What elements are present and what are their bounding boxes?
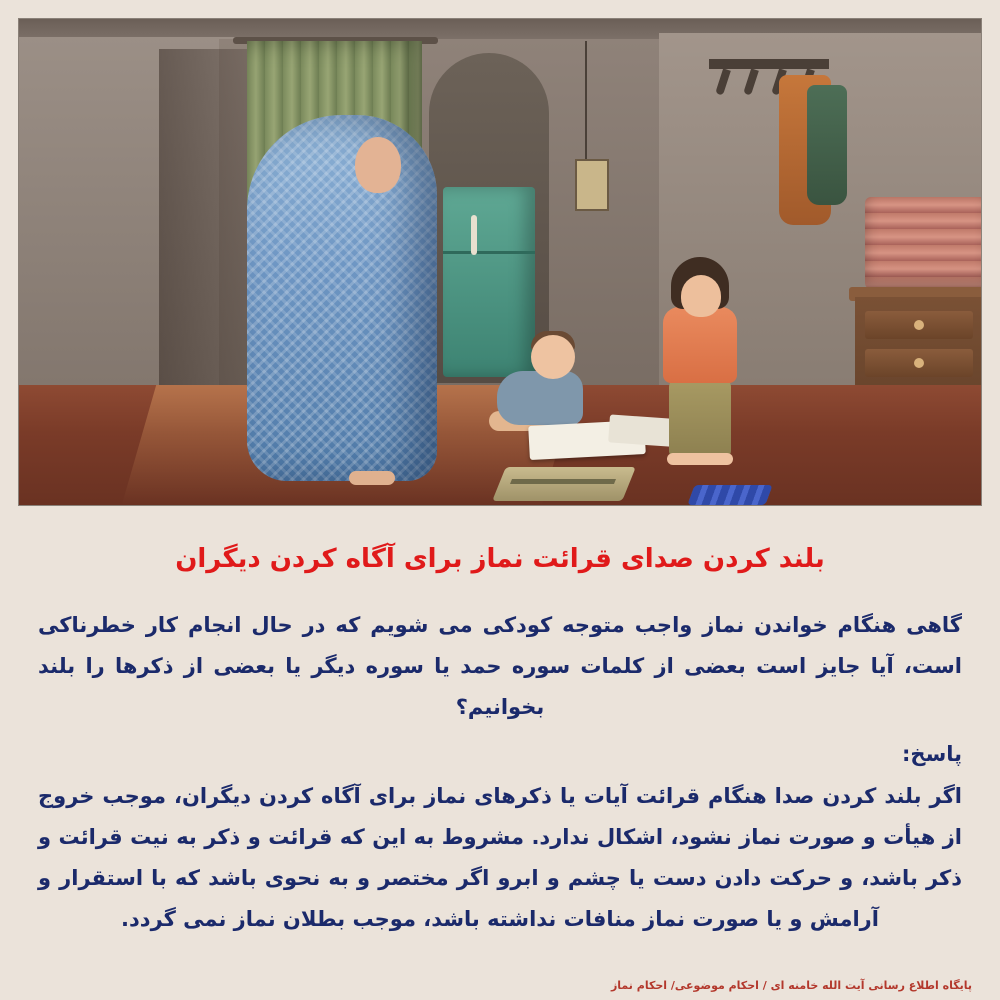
drawer-knob [914,320,924,330]
wall-picture [575,159,609,211]
praying-woman-chador [247,115,437,481]
prayer-mat-stripe [510,479,616,484]
toddler-body [497,371,583,425]
answer-text: اگر بلند کردن صدا هنگام قرائت آیات یا ذکرهای نماز برای آگاه کردن دیگران، موجب خروج از هیأت و صورت نماز نشود، اشکال ندارد. مشروط به این که قرائت و ذکر به نیت قرائت و ذکر باشد، و حرکت دادن دست یا چشم و ابرو اگر مختصر و به نحوی باشد که با استقرار و آرامش و یا صورت نماز منافات نداشته باشد، موجب بطلان نماز نمی گردد. [38,783,962,931]
page-title: بلند کردن صدای قرائت نماز برای آگاه کردن دیگران [175,544,825,574]
praying-woman-face [355,137,401,193]
girl-feet [667,453,733,465]
illustration-image [18,18,982,506]
source-footer: پایگاه اطلاع رسانی آیت الله خامنه ای / احکام موضوعی/ احکام نماز [610,979,972,992]
praying-woman-foot [349,471,395,485]
lamp-cord [585,41,587,159]
girl-face [681,275,721,317]
girl-pants [669,379,731,457]
toy-blocks [687,485,772,505]
prayer-mat [492,467,636,501]
text-content [18,506,982,940]
folded-mattress [865,197,982,289]
question-text: گاهی هنگام خواندن نماز واجب متوجه کودکی می شویم که در حال انجام کار خطرناکی است، آیا جایز است بعضی از کلمات سوره حمد یا سوره دیگر یا بعضی از ذکرها را بلند بخوانیم؟ [38,613,962,719]
girl-shirt [663,307,737,383]
answer-label: پاسخ: [902,741,962,766]
refrigerator-handle [471,215,477,255]
coat-hook-rail [709,59,829,69]
refrigerator [443,187,535,377]
refrigerator-seam [443,251,535,254]
toddler-head [531,335,575,379]
drawer-knob [914,358,924,368]
hanging-cloth-green [807,85,847,205]
